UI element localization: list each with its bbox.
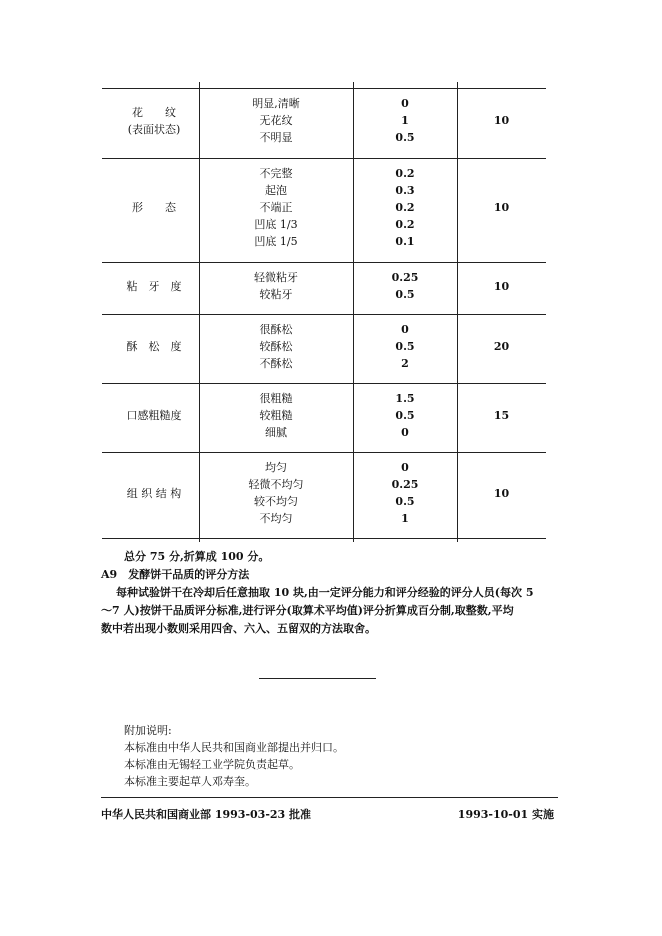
deduction-score-cell: 0 bbox=[401, 461, 409, 474]
deduction-score-cell: 0.2 bbox=[395, 218, 415, 231]
deduction-score-cell: 0 bbox=[401, 426, 409, 439]
effective-date: 1993-10-01 实施 bbox=[457, 808, 554, 821]
deduction-score-cell: 0.3 bbox=[395, 184, 415, 197]
category-label: (表面状态) bbox=[127, 122, 181, 136]
method-paragraph-line-2: ～7 人)按饼干品质评分标准,进行评分(取算术平均值)评分折算成百分制,取整数,平均 bbox=[101, 604, 514, 617]
criterion-cell: 不明显 bbox=[259, 131, 293, 144]
max-score-cell: 15 bbox=[493, 409, 510, 422]
criterion-cell: 不完整 bbox=[259, 167, 293, 180]
additional-note-1: 本标准由中华人民共和国商业部提出并归口。 bbox=[124, 741, 344, 754]
category-label: 花 纹 bbox=[132, 105, 176, 119]
criterion-cell: 不均匀 bbox=[259, 512, 293, 525]
column-separator bbox=[353, 446, 354, 542]
criterion-cell: 轻微粘牙 bbox=[254, 271, 298, 284]
deduction-score-cell: 0.1 bbox=[395, 235, 415, 248]
criterion-cell: 起泡 bbox=[265, 184, 287, 197]
criterion-cell: 较酥松 bbox=[259, 340, 293, 353]
group-separator bbox=[102, 383, 546, 384]
deduction-score-cell: 0 bbox=[401, 323, 409, 336]
additional-notes-title: 附加说明: bbox=[124, 724, 172, 737]
criterion-cell: 凹底 1/3 bbox=[254, 218, 298, 231]
criterion-cell: 明显,清晰 bbox=[252, 97, 300, 110]
column-separator bbox=[353, 152, 354, 266]
category-label: 粘 牙 度 bbox=[126, 279, 182, 293]
group-separator bbox=[102, 452, 546, 453]
category-label: 酥 松 度 bbox=[126, 340, 182, 353]
approval-date: 中华人民共和国商业部 1993-03-23 批准 bbox=[101, 808, 312, 821]
max-score-cell: 10 bbox=[493, 486, 510, 500]
group-separator bbox=[102, 158, 546, 159]
criterion-cell: 不酥松 bbox=[259, 357, 293, 370]
criterion-cell: 细腻 bbox=[265, 426, 287, 439]
max-score-cell: 10 bbox=[493, 201, 510, 214]
deduction-score-cell: 0.5 bbox=[395, 340, 415, 353]
deduction-score-cell: 0.25 bbox=[391, 478, 419, 491]
criterion-cell: 无花纹 bbox=[259, 114, 293, 127]
criterion-cell: 轻微不均匀 bbox=[248, 478, 304, 491]
deduction-score-cell: 1 bbox=[401, 512, 409, 525]
max-score-cell: 10 bbox=[493, 114, 510, 127]
additional-note-3: 本标准主要起草人邓寿奎。 bbox=[124, 775, 256, 788]
category-label: 组 织 结 构 bbox=[126, 486, 182, 500]
max-score-cell: 20 bbox=[493, 340, 510, 353]
criterion-cell: 很粗糙 bbox=[259, 392, 293, 405]
footer-rule bbox=[101, 797, 558, 798]
deduction-score-cell: 1 bbox=[401, 114, 409, 127]
criterion-cell: 凹底 1/5 bbox=[254, 235, 298, 248]
group-separator bbox=[102, 538, 546, 539]
deduction-score-cell: 0.5 bbox=[395, 495, 415, 508]
deduction-score-cell: 2 bbox=[401, 357, 409, 370]
group-separator bbox=[102, 314, 546, 315]
deduction-score-cell: 0.5 bbox=[395, 288, 415, 301]
table-top-rule bbox=[102, 88, 546, 89]
section-a9-heading: A9 发酵饼干品质的评分方法 bbox=[101, 568, 250, 581]
total-score-note: 总分 75 分,折算成 100 分。 bbox=[124, 550, 270, 563]
max-score-cell: 10 bbox=[493, 279, 510, 293]
criterion-cell: 较粘牙 bbox=[259, 288, 293, 301]
group-separator bbox=[102, 262, 546, 263]
method-paragraph-line-1: 每种试验饼干在冷却后任意抽取 10 块,由一定评分能力和评分经验的评分人员(每次 5 bbox=[116, 586, 534, 599]
deduction-score-cell: 0.2 bbox=[395, 201, 415, 214]
deduction-score-cell: 0.5 bbox=[395, 131, 415, 144]
additional-note-2: 本标准由无锡轻工业学院负责起草。 bbox=[124, 758, 300, 771]
deduction-score-cell: 0.2 bbox=[395, 167, 415, 180]
criterion-cell: 很酥松 bbox=[259, 323, 293, 336]
criterion-cell: 较不均匀 bbox=[254, 495, 298, 508]
criterion-cell: 均匀 bbox=[265, 461, 287, 474]
criterion-cell: 不端正 bbox=[259, 201, 293, 214]
column-separator bbox=[353, 82, 354, 162]
end-divider bbox=[259, 678, 376, 679]
deduction-score-cell: 0 bbox=[401, 97, 409, 110]
deduction-score-cell: 1.5 bbox=[395, 392, 415, 405]
column-separator bbox=[353, 308, 354, 387]
method-paragraph-line-3: 数中若出现小数则采用四舍、六入、五留双的方法取舍。 bbox=[101, 622, 376, 635]
deduction-score-cell: 0.25 bbox=[391, 271, 419, 284]
column-separator bbox=[353, 377, 354, 456]
criterion-cell: 较粗糙 bbox=[259, 409, 293, 422]
deduction-score-cell: 0.5 bbox=[395, 409, 415, 422]
category-label: 形 态 bbox=[132, 201, 176, 214]
category-label: 口感粗糙度 bbox=[126, 409, 182, 422]
